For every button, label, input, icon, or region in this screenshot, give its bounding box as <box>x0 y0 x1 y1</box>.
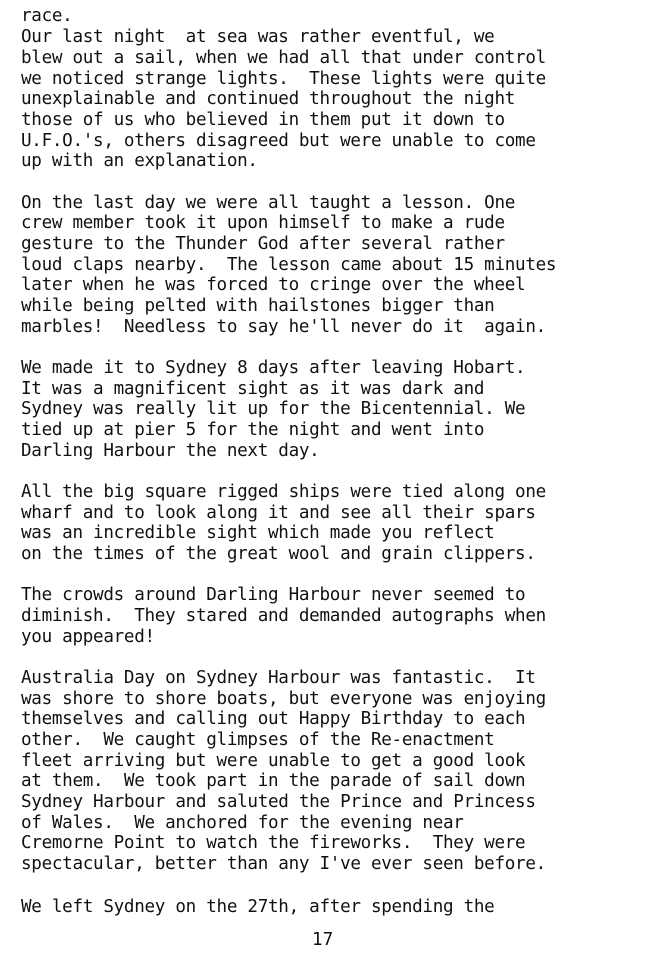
text-line: marbles! Needless to say he'll never do it again. <box>21 317 546 337</box>
page-number: 17 <box>312 930 334 950</box>
text-line: other. We caught glimpses of the Re-enactment <box>21 730 495 750</box>
text-line: at them. We took part in the parade of sail down <box>21 771 526 791</box>
text-line: loud claps nearby. The lesson came about 15 minutes <box>21 255 557 275</box>
text-line: Sydney was really lit up for the Bicentennial. We <box>21 399 526 419</box>
text-line: U.F.O.'s, others disagreed but were unable to come <box>21 131 536 151</box>
text-line: you appeared! <box>21 627 155 647</box>
text-line: was shore to shore boats, but everyone was enjoying <box>21 689 546 709</box>
text-line: Australia Day on Sydney Harbour was fantastic. It <box>21 668 536 688</box>
text-line: Our last night at sea was rather eventful, we <box>21 27 495 47</box>
text-line: All the big square rigged ships were tied along one <box>21 482 546 502</box>
text-line: Cremorne Point to watch the fireworks. They were <box>21 833 526 853</box>
text-line: crew member took it upon himself to make a rude <box>21 213 505 233</box>
text-line: We left Sydney on the 27th, after spending the <box>21 897 495 917</box>
text-line: We made it to Sydney 8 days after leaving Hobart. <box>21 358 526 378</box>
text-line: wharf and to look along it and see all their spars <box>21 503 536 523</box>
text-line: while being pelted with hailstones bigger than <box>21 296 495 316</box>
text-line: later when he was forced to cringe over the wheel <box>21 275 526 295</box>
text-line: gesture to the Thunder God after several rather <box>21 234 505 254</box>
text-line: spectacular, better than any I've ever seen before. <box>21 854 546 874</box>
text-line: those of us who believed in them put it down to <box>21 110 505 130</box>
text-line: themselves and calling out Happy Birthday to each <box>21 709 526 729</box>
text-line: It was a magnificent sight as it was dark and <box>21 379 485 399</box>
text-line: up with an explanation. <box>21 151 258 171</box>
text-line: On the last day we were all taught a lesson. One <box>21 193 516 213</box>
text-line: we noticed strange lights. These lights were quite <box>21 69 546 89</box>
text-line: was an incredible sight which made you reflect <box>21 523 495 543</box>
text-line: of Wales. We anchored for the evening near <box>21 813 464 833</box>
text-line: unexplainable and continued throughout the night <box>21 89 516 109</box>
text-line: race. <box>21 6 73 26</box>
text-line: tied up at pier 5 for the night and went into <box>21 420 485 440</box>
text-line: on the times of the great wool and grain clippers. <box>21 544 536 564</box>
text-line: Darling Harbour the next day. <box>21 441 320 461</box>
text-line: Sydney Harbour and saluted the Prince and Princess <box>21 792 536 812</box>
text-line: blew out a sail, when we had all that under control <box>21 48 546 68</box>
text-line: The crowds around Darling Harbour never seemed to <box>21 585 526 605</box>
text-line: diminish. They stared and demanded autographs when <box>21 606 546 626</box>
text-line: fleet arriving but were unable to get a good look <box>21 751 526 771</box>
